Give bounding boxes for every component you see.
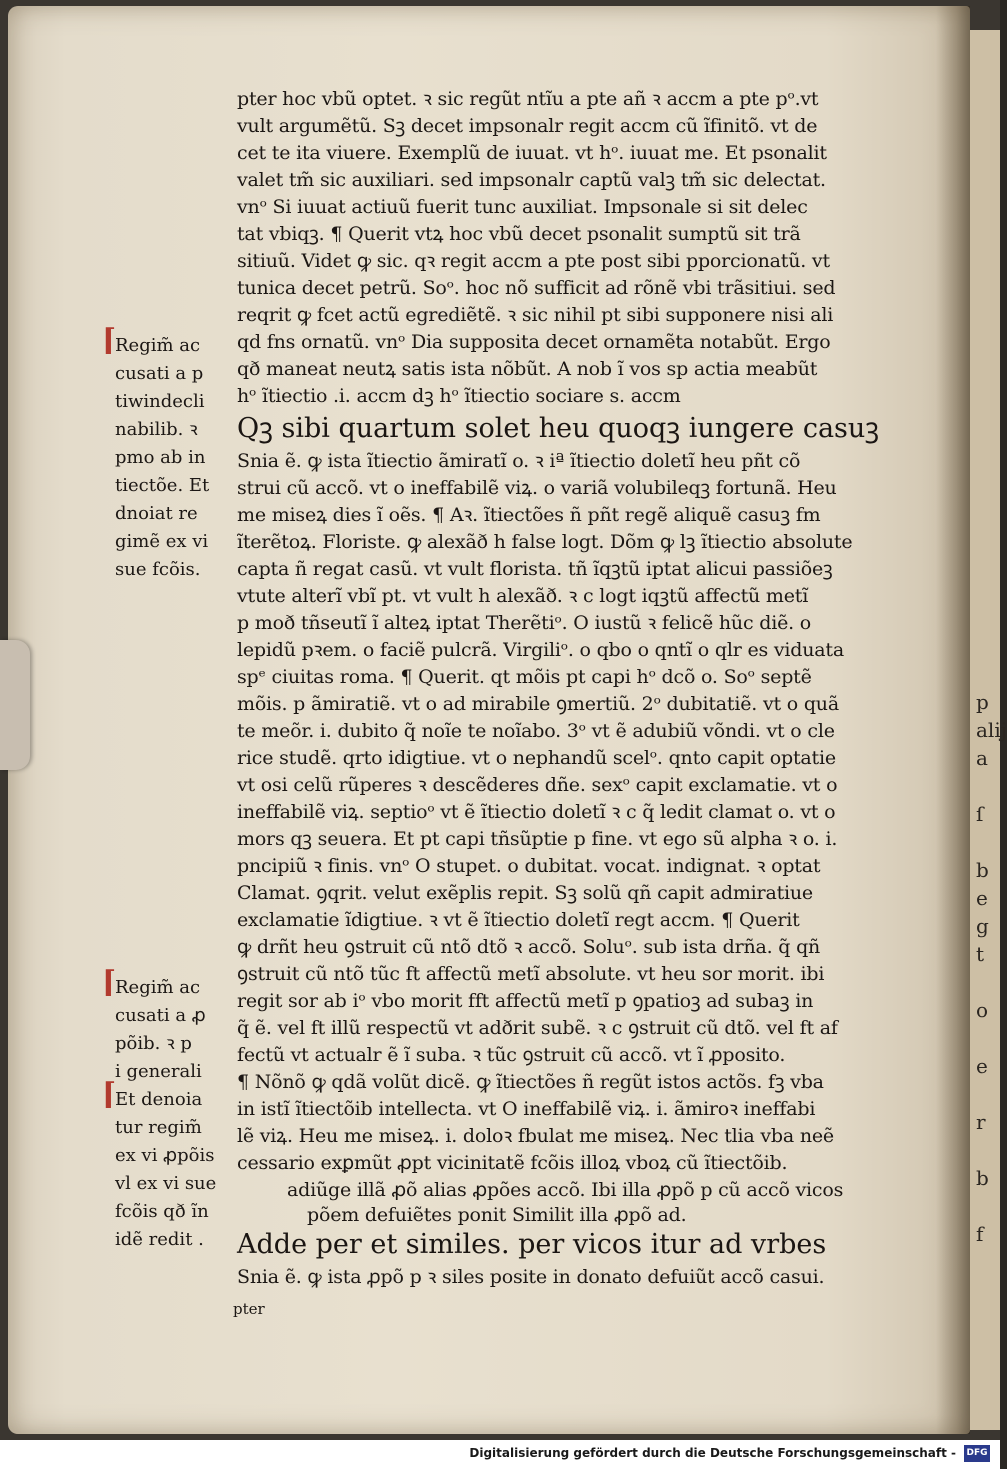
margin-note-line: Regim̃ ac xyxy=(115,335,201,356)
body-line: ineffabilẽ viꝝ. septioᵒ vt ẽ ĩtiectio doletĩ ꝛ c q̃ ledit clamat o. vt o xyxy=(237,801,836,823)
verse-heading: Adde per et similes. per vicos itur ad vrbes xyxy=(237,1229,827,1260)
next-page-fragment: alij xyxy=(976,718,1007,742)
margin-note-line: idẽ redit . xyxy=(115,1229,204,1250)
body-line: hᵒ ĩtiectio .i. accm dꝫ hᵒ ĩtiectio sociare s. accm xyxy=(237,385,681,407)
funding-credit: Digitalisierung gefördert durch die Deutsche Forschungsgemeinschaft - xyxy=(469,1446,956,1460)
margin-note-line: tur regim̃ xyxy=(115,1117,202,1138)
body-line: reqrit ꝙ fcet actũ egrediẽtẽ. ꝛ sic nihil pt sibi supponere nisi ali xyxy=(237,304,834,326)
margin-note-line: dnoiat re xyxy=(115,503,198,524)
margin-note-line: cusati a ꝓ xyxy=(115,1005,206,1026)
body-line: Snia ẽ. ꝙ ista ꝓpõ p ꝛ siles posite in donato defuiũt accõ casui. xyxy=(237,1266,825,1288)
next-page-fragment: ſ xyxy=(976,802,984,826)
next-page-fragment: b xyxy=(976,858,989,882)
body-line: Clamat. ꝯqrit. velut exẽplis repit. Sꝫ solũ qñ capit admiratiue xyxy=(237,882,813,904)
margin-note-line: vl ex vi sue xyxy=(115,1173,217,1194)
margin-note-line: pmo ab in xyxy=(115,447,206,468)
body-line: spᵉ ciuitas roma. ¶ Querit. qt mõis pt capi hᵒ dcõ o. Soᵒ septẽ xyxy=(237,666,812,688)
body-line: cessario exꝑmũt ꝓpt vicinitatẽ fcõis illoꝝ vboꝝ cũ ĩtiectõib. xyxy=(237,1152,788,1174)
margin-note-line: Regim̃ ac xyxy=(115,977,201,998)
body-line: strui cũ accõ. vt o ineffabilẽ viꝝ. o variã volubileqꝫ fortunã. Heu xyxy=(237,477,837,499)
body-line: vtute alterĩ vbĩ pt. vt vult h alexãð. ꝛ c logt iqꝫtũ affectũ metĩ xyxy=(237,585,809,607)
body-line: Snia ẽ. ꝙ ista ĩtiectio ãmiratĩ o. ꝛ iª ĩtiectio doletĩ heu pñt cõ xyxy=(237,450,801,472)
page-gutter-shadow xyxy=(936,6,970,1434)
body-line: q̃ ẽ. vel ft illũ respectũ vt adðrit subẽ. ꝛ c ꝯstruit cũ dtõ. vel ft af xyxy=(237,1017,838,1039)
next-page-fragment: r xyxy=(976,1110,986,1134)
body-line: regit sor ab iᵒ vbo morit fft affectũ metĩ p ꝯpatioꝫ ad subaꝫ in xyxy=(237,990,814,1012)
body-line: ĩterẽtoꝝ. Floriste. ꝙ alexãð h false logt. Dõm ꝙ lꝫ ĩtiectio absolute xyxy=(237,531,853,553)
footer-bar xyxy=(0,1440,1000,1469)
body-line: lepidũ pꝛem. o faciẽ pulcrã. Virgiliᵒ. o qbo o qntĩ o qlr es viduata xyxy=(237,639,844,661)
next-page-fragment: t xyxy=(976,942,985,966)
body-line: exclamatie ĩdigtiue. ꝛ vt ẽ ĩtiectio doletĩ regt accm. ¶ Querit xyxy=(237,909,800,931)
body-line: lẽ viꝝ. Heu me miseꝝ. i. doloꝛ fbulat me miseꝝ. Nec tlia vba neẽ xyxy=(237,1125,834,1147)
body-line: pncipiũ ꝛ finis. vnᵒ O stupet. o dubitat. vocat. indignat. ꝛ optat xyxy=(237,855,821,877)
next-page-fragment: a xyxy=(976,746,988,770)
margin-note-line: fcõis qð ĩn xyxy=(115,1201,209,1222)
next-page-fragment: g xyxy=(976,914,989,938)
margin-note-line: põib. ꝛ p xyxy=(115,1033,192,1054)
body-line: mõis. p ãmiratiẽ. vt o ad mirabile ꝯmertiũ. 2ᵒ dubitatiẽ. vt o quã xyxy=(237,693,839,715)
body-line: ꝙ drñt heu ꝯstruit cũ ntõ dtõ ꝛ accõ. Soluᵒ. sub ista drña. q̃ qñ xyxy=(237,936,821,958)
body-line: in istĩ ĩtiectõib intellecta. vt O ineffabilẽ viꝝ. i. ãmiroꝛ ineffabi xyxy=(237,1098,816,1120)
margin-note-line: i generali xyxy=(115,1061,202,1082)
body-line: qd fns ornatũ. vnᵒ Dia supposita decet ornamẽta notabũt. Ergo xyxy=(237,331,831,353)
margin-note-line: Et denoia xyxy=(115,1089,203,1110)
body-line: fectũ vt actualr ẽ ĩ suba. ꝛ tũc ꝯstruit cũ accõ. vt ĩ ꝓposito. xyxy=(237,1044,786,1066)
body-line: ¶ Nõnõ ꝙ qdã volũt dicẽ. ꝙ ĩtiectões ñ regũt istos actõs. fꝫ vba xyxy=(237,1071,824,1093)
verse-heading: Qꝫ sibi quartum solet heu quoqꝫ iungere casuꝫ xyxy=(237,413,880,444)
margin-note-line: tiwindecli xyxy=(115,391,205,412)
next-page-fragment: b xyxy=(976,1166,989,1190)
rubric-marker-icon: ⌈ xyxy=(102,323,117,358)
catchword: pter xyxy=(233,1300,265,1318)
body-line: mors qꝫ seuera. Et pt capi tñsũptie p fine. vt ego sũ alpha ꝛ o. i. xyxy=(237,828,838,850)
body-line: cet te ita viuere. Exemplũ de iuuat. vt hᵒ. iuuat me. Et psonalit xyxy=(237,142,827,164)
margin-note-line: gimẽ ex vi xyxy=(115,531,209,552)
body-line: tunica decet petrũ. Soᵒ. hoc nõ sufficit ad rõnẽ vbi trãsitiui. sed xyxy=(237,277,836,299)
margin-note-line: sue fcõis. xyxy=(115,559,201,580)
page-clip xyxy=(0,640,30,770)
body-line: ꝯstruit cũ ntõ tũc ft affectũ metĩ absolute. vt heu sor morit. ibi xyxy=(237,963,825,985)
next-page-fragment: f xyxy=(976,1222,984,1246)
body-line: sitiuũ. Videt ꝙ sic. qꝛ regit accm a pte post sibi pporcionatũ. vt xyxy=(237,250,830,272)
dfg-logo-icon: DFG xyxy=(964,1445,990,1462)
body-line: põem defuiẽtes ponit Similit illa ꝓpõ ad. xyxy=(307,1204,687,1226)
body-line: te meõr. i. dubito q̃ noĩe te noĩabo. 3ᵒ vt ẽ adubiũ võndi. vt o cle xyxy=(237,720,835,742)
body-line: valet tm̃ sic auxiliari. sed impsonalr captũ valꝫ tm̃ sic delectat. xyxy=(237,169,826,191)
body-line: pter hoc vbũ optet. ꝛ sic regũt ntĩu a pte añ ꝛ accm a pte pᵒ.vt xyxy=(237,88,819,110)
next-page-fragment: o xyxy=(976,998,989,1022)
rubric-marker-icon: ⌈ xyxy=(102,965,117,1000)
body-line: vt osi celũ rũperes ꝛ descẽderes dñe. sexᵒ capit exclamatie. vt o xyxy=(237,774,838,796)
next-page-fragment: e xyxy=(976,886,988,910)
margin-note-line: cusati a p xyxy=(115,363,204,384)
body-line: vnᵒ Si iuuat actiuũ fuerit tunc auxiliat. Impsonale si sit delec xyxy=(237,196,808,218)
body-line: p moð tñseutĩ ĩ alteꝝ iptat Therẽtiᵒ. O iustũ ꝛ felicẽ hũc diẽ. o xyxy=(237,612,812,634)
margin-note-line: ex vi ꝓpõis xyxy=(115,1145,215,1166)
body-line: me miseꝝ dies ĩ oẽs. ¶ Aꝛ. ĩtiectões ñ pñt regẽ aliquẽ casuꝫ fm xyxy=(237,504,821,526)
body-line: capta ñ regat casũ. vt vult florista. tñ ĩqꝫtũ iptat alicui passiõeꝫ xyxy=(237,558,833,580)
body-line: qð maneat neutꝝ satis ista nõbũt. A nob ĩ vos sp actia meabũt xyxy=(237,358,818,380)
body-line: rice studẽ. qrto idigtiue. vt o nephandũ scelᵒ. qnto capit optatie xyxy=(237,747,836,769)
body-line: tat vbiqꝫ. ¶ Querit vtꝝ hoc vbũ decet psonalit sumptũ sit trã xyxy=(237,223,801,245)
next-page-fragment: e xyxy=(976,1054,988,1078)
body-line: adiũge illã ꝓõ alias ꝓpões accõ. Ibi illa ꝓpõ p cũ accõ vicos xyxy=(287,1179,844,1201)
next-page-fragment: p xyxy=(976,690,989,714)
body-line: vult argumẽtũ. Sꝫ decet impsonalr regit accm cũ ĩfinitõ. vt de xyxy=(237,115,818,137)
rubric-marker-icon: ⌈ xyxy=(102,1077,117,1112)
margin-note-line: nabilib. ꝛ xyxy=(115,419,198,440)
margin-note-line: tiectõe. Et xyxy=(115,475,210,496)
